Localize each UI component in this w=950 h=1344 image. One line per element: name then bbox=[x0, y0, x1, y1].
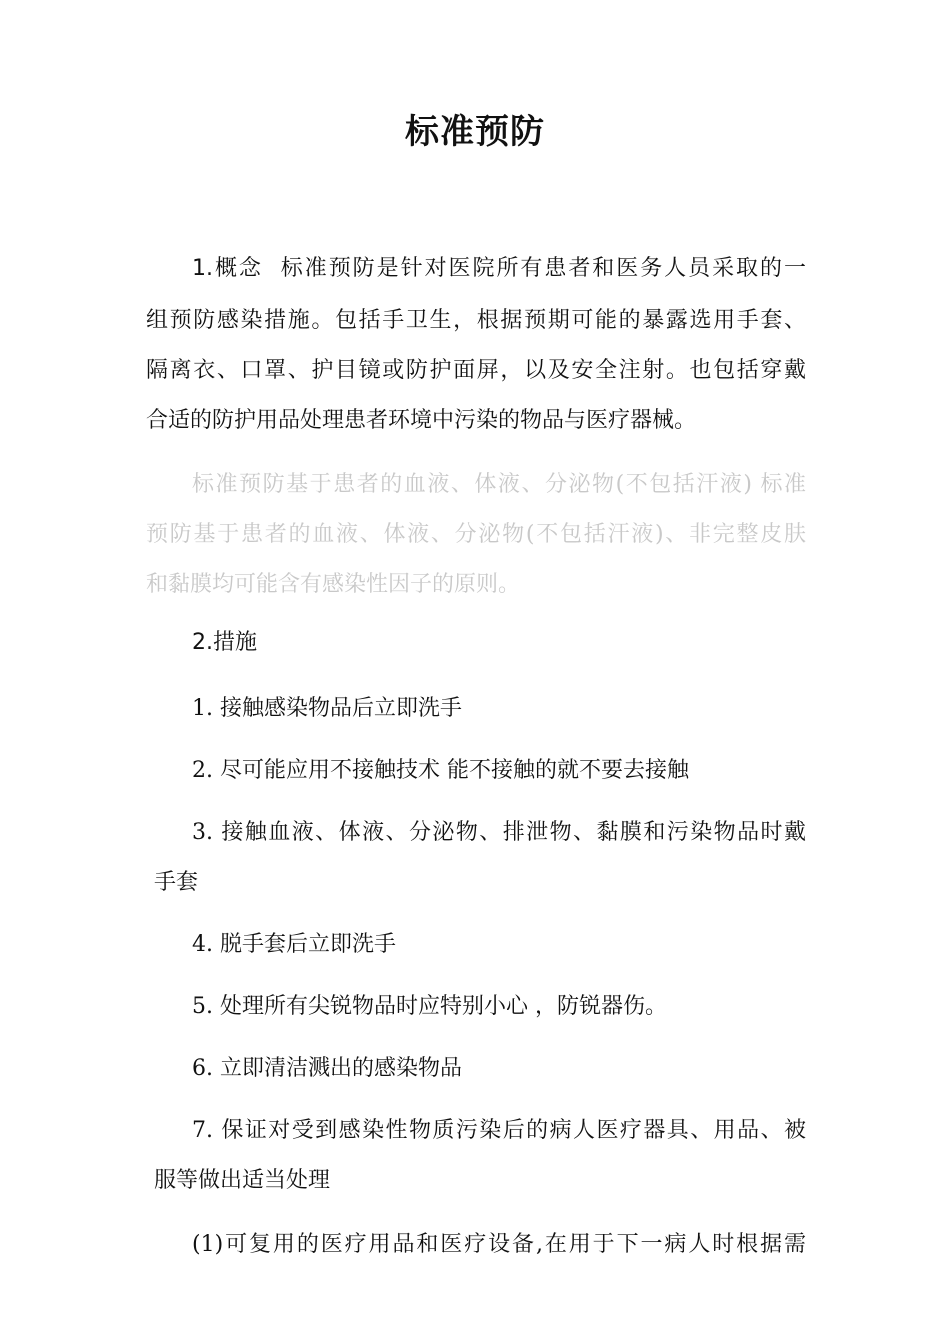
measure-item-7-cont: 服等做出适当处理 bbox=[154, 1168, 331, 1193]
concept-line-4: 合适的防护用品处理患者环境中污染的物品与医疗器械。 bbox=[146, 408, 697, 433]
concept-line-3: 隔离衣、口罩、护目镜或防护面屏，以及安全注射。也包括穿戴 bbox=[146, 358, 806, 383]
concept-line-2: 组预防感染措施。包括手卫生，根据预期可能的暴露选用手套、 bbox=[146, 308, 806, 333]
measures-heading: 2.措施 bbox=[192, 630, 257, 655]
measure-item-1: 1. 接触感染物品后立即洗手 bbox=[192, 696, 462, 721]
measure-subitem-1: (1)可复用的医疗用品和医疗设备,在用于下一病人时根据需 bbox=[192, 1232, 806, 1257]
concept-line-1 bbox=[192, 254, 806, 284]
measure-item-2: 2. 尽可能应用不接触技术 能不接触的就不要去接触 bbox=[192, 758, 689, 783]
measure-item-7: 7. 保证对受到感染性物质污染后的病人医疗器具、用品、被 bbox=[192, 1118, 806, 1143]
measure-item-4: 4. 脱手套后立即洗手 bbox=[192, 932, 396, 957]
concept-text: 标准预防是针对医院所有患者和医务人员采取的一 bbox=[280, 256, 806, 281]
faded-line-3: 和黏膜均可能含有感染性因子的原则。 bbox=[146, 572, 521, 597]
measure-item-3-cont: 手套 bbox=[154, 870, 199, 895]
concept-heading: 1.概念 bbox=[192, 256, 263, 281]
document-title: 标准预防 bbox=[405, 112, 545, 152]
measure-item-3: 3. 接触血液、体液、分泌物、排泄物、黏膜和污染物品时戴 bbox=[192, 820, 806, 845]
measure-item-6: 6. 立即清洁溅出的感染物品 bbox=[192, 1056, 462, 1081]
faded-line-1: 标准预防基于患者的血液、体液、分泌物(不包括汗液) 标准 bbox=[192, 472, 806, 497]
measure-item-5: 5. 处理所有尖锐物品时应特别小心 ，防锐器伤。 bbox=[192, 994, 667, 1019]
faded-line-2: 预防基于患者的血液、体液、分泌物(不包括汗液)、非完整皮肤 bbox=[146, 522, 806, 547]
